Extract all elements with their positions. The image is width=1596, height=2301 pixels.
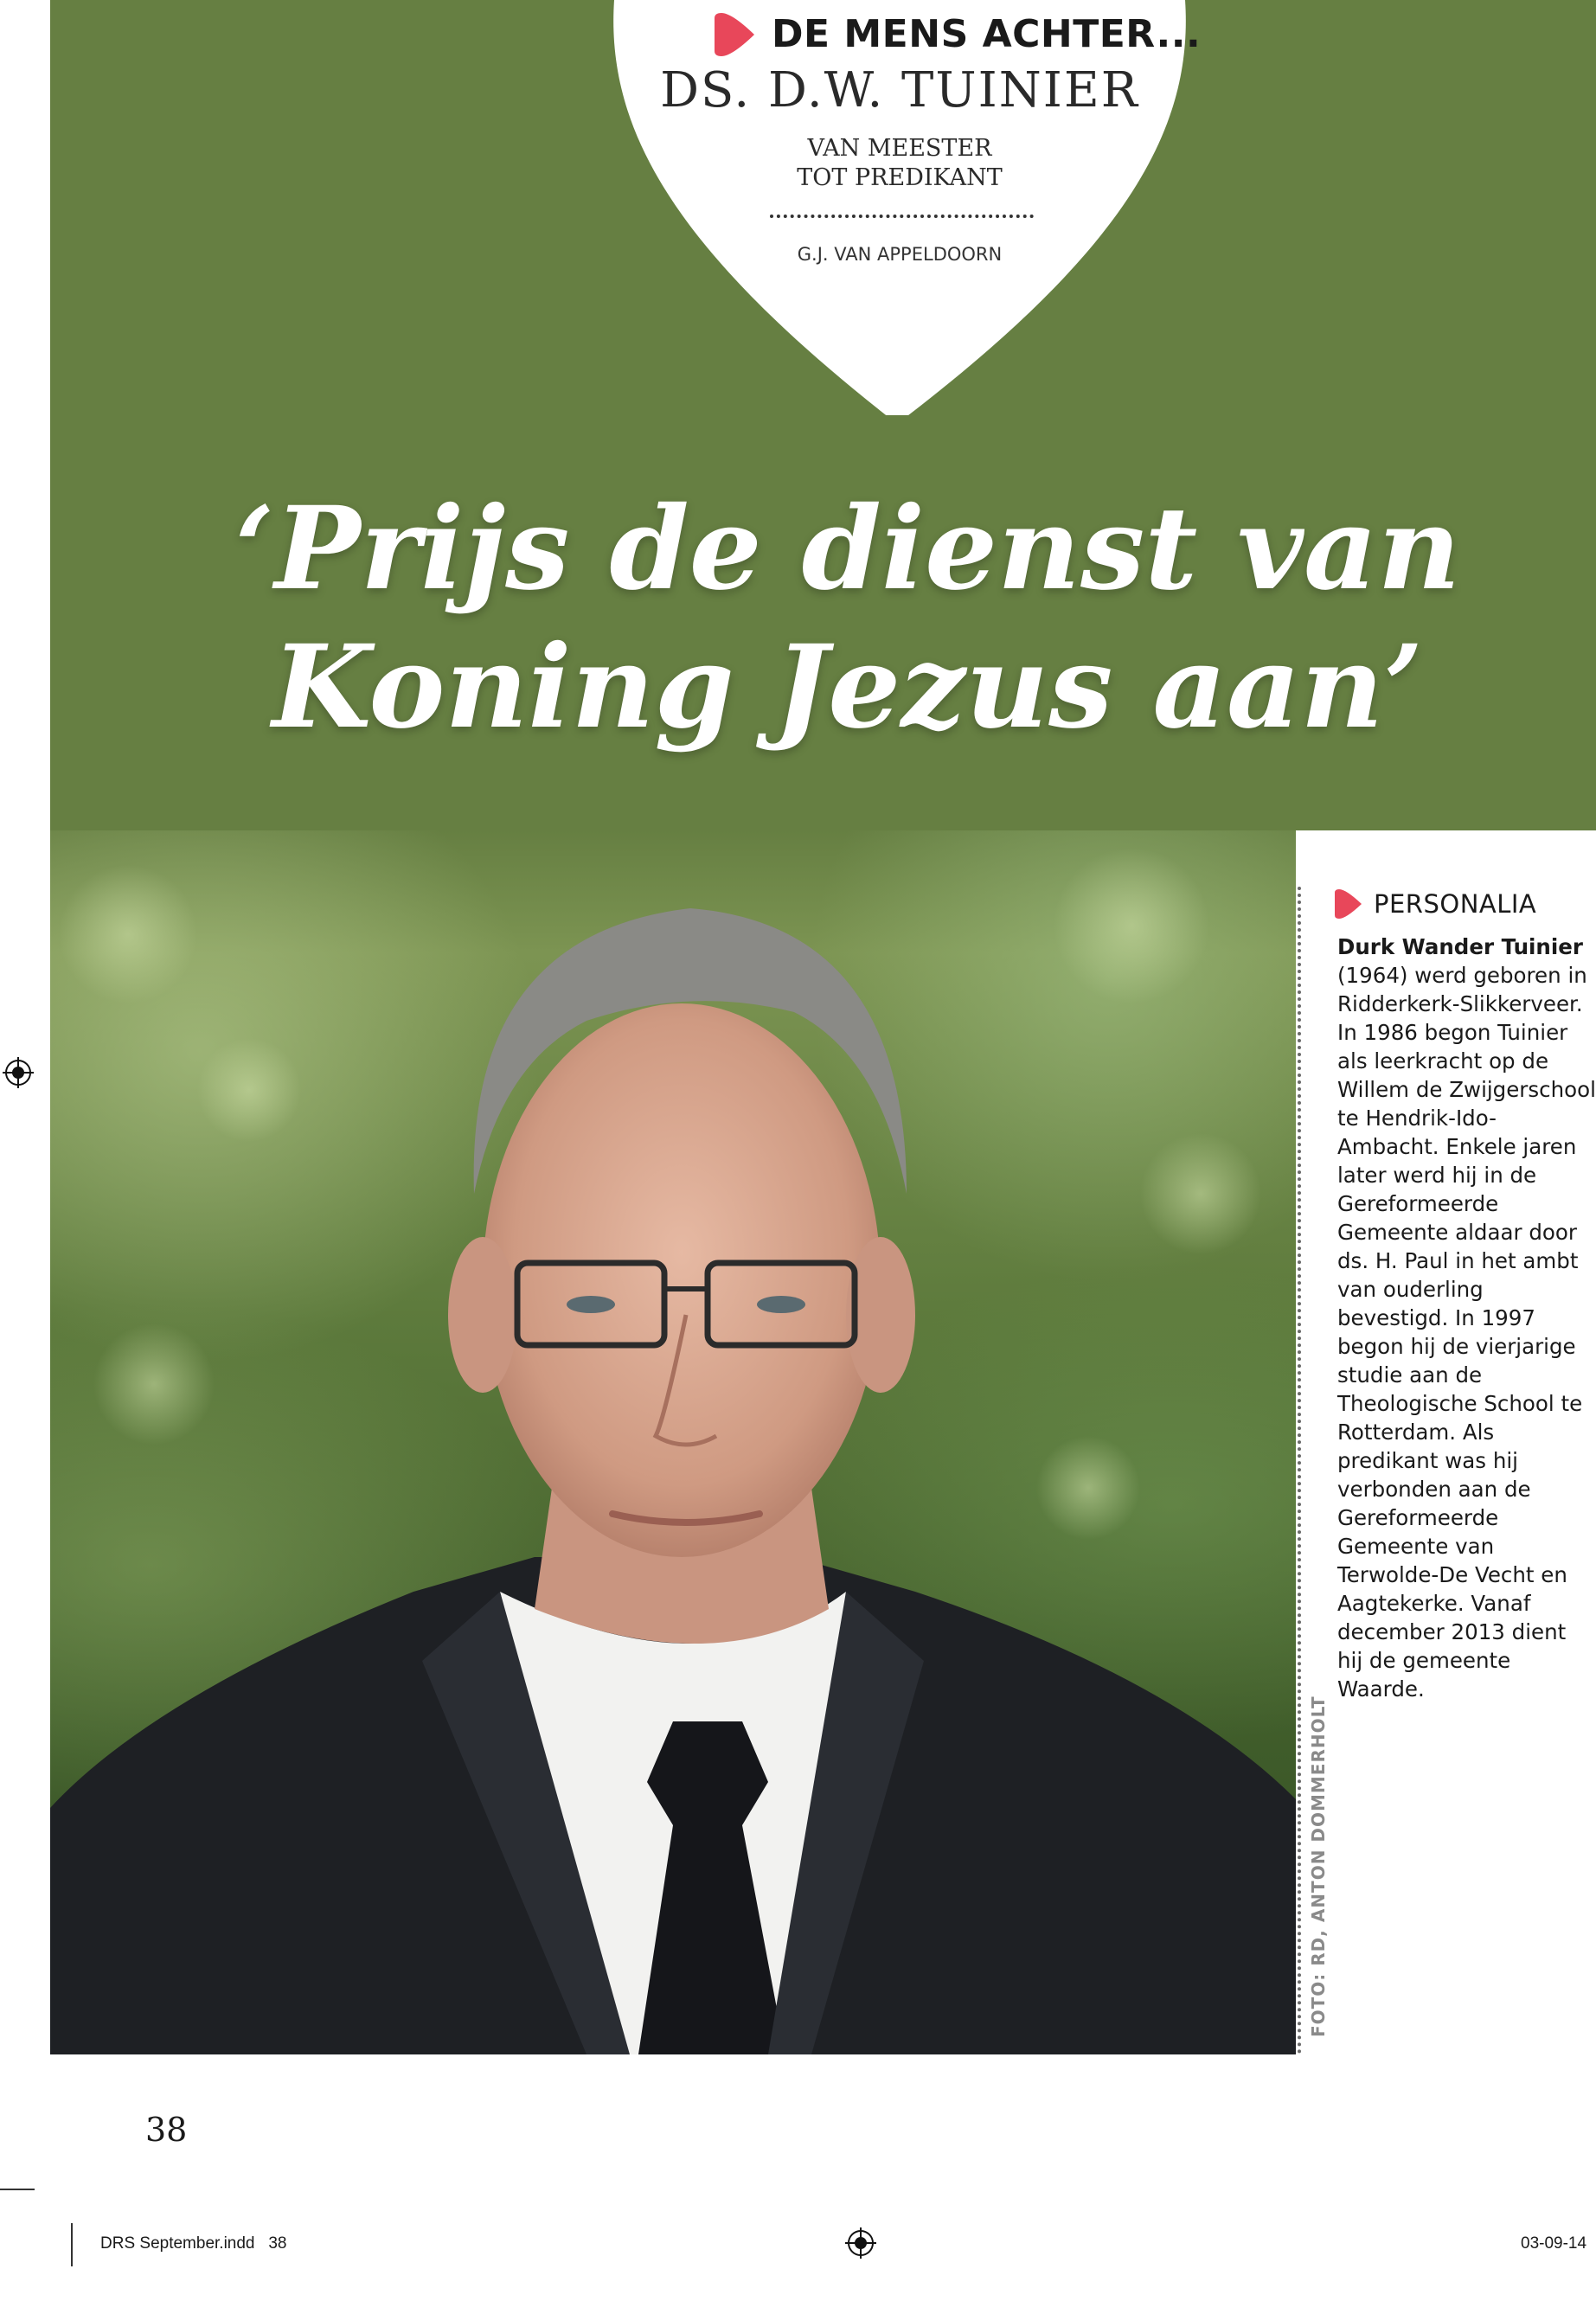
subject-name: DS. D.W. TUINIER (660, 62, 1139, 119)
headline-quote: ‘Prijs de dienst van Koning Jezus aan’ (234, 482, 1461, 754)
kicker-text: DE MENS ACHTER... (772, 12, 1202, 56)
photo-credit: FOTO: RD, ANTON DOMMERHOLT (1308, 1695, 1329, 2037)
crop-mark (71, 2223, 73, 2266)
date-slug: 03-09-14 (1521, 2234, 1587, 2253)
subtitle: VAN MEESTER TOT PREDIKANT (797, 135, 1003, 191)
personalia-name: Durk Wander Tuinier (1337, 934, 1583, 959)
file-slug: DRS September.indd 38 (100, 2234, 287, 2253)
personalia-body: (1964) werd geboren in Ridderkerk-Slikkerveer. In 1986 begon Tuinier als leerkracht op de Willem de Zwijgerschool te Hendrik-Ido-Ambacht. Enkele jaren later werd hij in de Gereformeerde Gemeente aldaar door ds. H. Paul in het ambt van ouderling bevestigd. In 1997 begon hij de vierjarige studie aan de Theologische School te Rotterdam. Als predikant was hij verbonden aan de Gereformeerde Gemeente van Terwolde-De Vecht en Aagtekerke. Vanaf december 2013 dient hij de gemeente Waarde. (1337, 963, 1596, 1702)
page-margin (0, 0, 48, 2059)
registration-mark-icon (3, 1057, 34, 1088)
author-byline: G.J. VAN APPELDOORN (797, 244, 1003, 265)
personalia-heading (1332, 889, 1536, 919)
author-divider (770, 215, 1034, 218)
kicker-row (711, 12, 1201, 56)
registration-mark-icon (845, 2227, 876, 2259)
page-number: 38 (145, 2111, 188, 2149)
dotted-divider (1298, 887, 1301, 2054)
portrait-illustration (50, 830, 1296, 2054)
crop-mark (0, 2189, 35, 2190)
red-heart-icon (1332, 889, 1363, 919)
portrait-photo (50, 830, 1296, 2054)
personalia-text (1337, 933, 1596, 1703)
red-heart-icon (711, 13, 758, 56)
personalia-label: PERSONALIA (1374, 889, 1537, 919)
